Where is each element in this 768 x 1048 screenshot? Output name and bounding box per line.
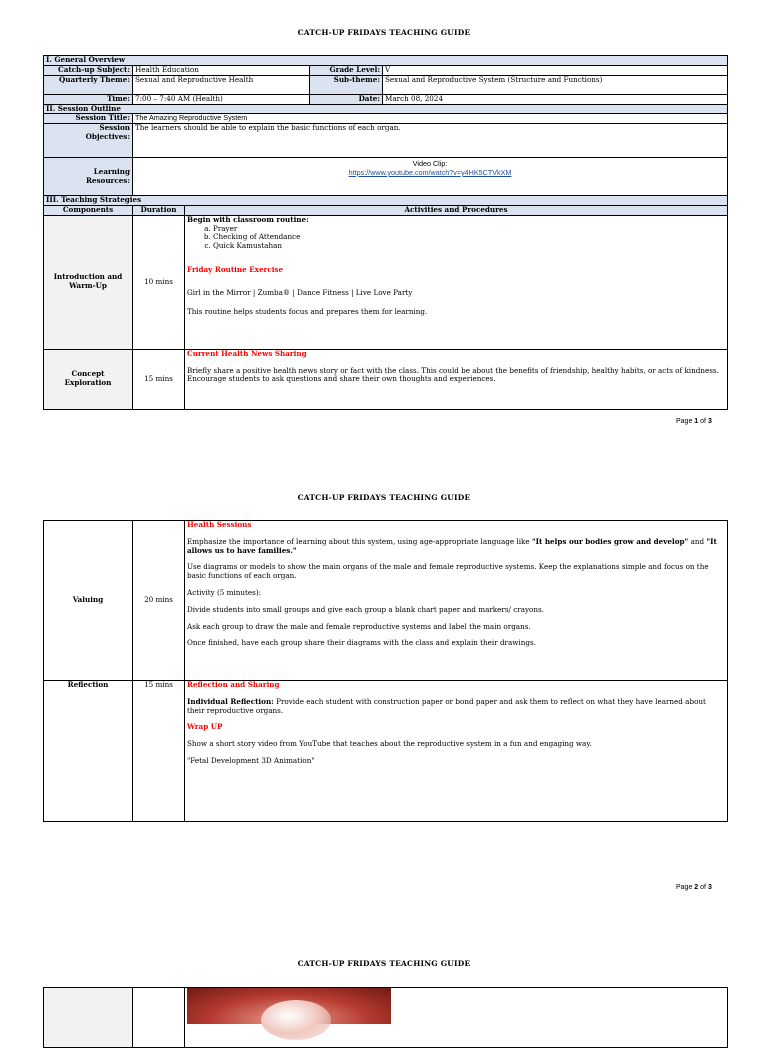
concept-component: Concept Exploration bbox=[44, 349, 133, 409]
routine-list bbox=[187, 225, 725, 251]
page2-document-title: CATCH-UP FRIDAYS TEACHING GUIDE bbox=[297, 493, 471, 502]
list-item: c. Quick Kamustahan bbox=[213, 242, 725, 251]
reflection-duration: 15 mins bbox=[133, 681, 185, 822]
date-label: Date: bbox=[310, 94, 383, 104]
valuing-paragraph-6: Once finished, have each group share their diagrams with the class and explain their drawings. bbox=[187, 638, 536, 648]
session-objectives-value: The learners should be able to explain the basic functions of each organ. bbox=[133, 124, 728, 158]
valuing-paragraph-1: Emphasize the importance of learning about this system, using age-appropriate language like "It helps our bodies grow and develop" and "It allows us to have families." bbox=[187, 536, 717, 555]
routine-heading: Begin with classroom routine: bbox=[187, 214, 309, 224]
valuing-duration: 20 mins bbox=[133, 521, 185, 681]
subtheme-value: Sexual and Reproductive System (Structure and Functions) bbox=[383, 75, 728, 94]
grade-level-label: Grade Level: bbox=[310, 65, 383, 75]
lesson-activities-table bbox=[43, 520, 728, 822]
reflection-paragraph-1: Individual Reflection: Provide each student with construction paper or bond paper and ask them to reflect on what they have learned about their reproductive organs. bbox=[187, 696, 706, 715]
exercise-song: Girl in the Mirror | Zumba® | Dance Fitness | Live Love Party bbox=[187, 287, 413, 297]
time-value: 7:00 – 7:40 AM (Health) bbox=[133, 94, 310, 104]
list-item: b. Checking of Attendance bbox=[213, 233, 725, 242]
news-sharing-encourage: Encourage students to ask questions and share their own thoughts and experiences. bbox=[187, 374, 496, 384]
lesson-overview-table bbox=[43, 55, 728, 410]
quarterly-theme-value: Sexual and Reproductive Health bbox=[133, 75, 310, 94]
health-sessions-heading: Health Sessions bbox=[187, 520, 252, 529]
reflection-heading: Reflection and Sharing bbox=[187, 680, 280, 689]
valuing-activities bbox=[185, 521, 728, 681]
reflection-component: Reflection bbox=[44, 681, 133, 822]
reflection-video-title: "Fetal Development 3D Animation" bbox=[187, 755, 315, 765]
section-teaching-strategies: III. Teaching Strategies bbox=[44, 196, 728, 206]
video-clip-heading: Video Clip: bbox=[412, 159, 448, 169]
section-session-outline: II. Session Outline bbox=[44, 104, 728, 114]
list-item: a. Prayer bbox=[213, 225, 725, 234]
concept-activities bbox=[185, 349, 728, 409]
exercise-heading: Friday Routine Exercise bbox=[187, 264, 284, 274]
page2-page-number: Page 2 of 3 bbox=[676, 884, 712, 891]
page1-document-title: CATCH-UP FRIDAYS TEACHING GUIDE bbox=[297, 28, 471, 37]
valuing-paragraph-2: Use diagrams or models to show the main organs of the male and female reproductive systems. Keep the explanations simple and focus on the basic functions of each organ. bbox=[187, 562, 709, 581]
valuing-component: Valuing bbox=[44, 521, 133, 681]
fetal-development-video-thumbnail bbox=[187, 988, 391, 1024]
thumbnail-embryo-shape bbox=[261, 1000, 331, 1040]
intro-component: Introduction and Warm-Up bbox=[44, 215, 133, 349]
col-components-header: Components bbox=[44, 205, 133, 215]
grade-level-value: V bbox=[383, 65, 728, 75]
exercise-note: This routine helps students focus and prepares them for learning. bbox=[187, 306, 428, 316]
valuing-activity-label: Activity (5 minutes): bbox=[187, 587, 262, 597]
concept-duration: 15 mins bbox=[133, 349, 185, 409]
col-duration-header: Duration bbox=[133, 205, 185, 215]
session-title-label: Session Title: bbox=[44, 114, 133, 124]
subtheme-label: Sub-theme: bbox=[310, 75, 383, 94]
quarterly-theme-label: Quarterly Theme: bbox=[44, 75, 133, 94]
news-sharing-text: Briefly share a positive health news story or fact with the class. This could be about the benefits of friendship, healthy habits, or acts of kindness. bbox=[187, 365, 719, 375]
catchup-subject-value: Health Education bbox=[133, 65, 310, 75]
video-clip-link[interactable]: https://www.youtube.com/watch?v=y4HK5CTVkXM bbox=[348, 167, 512, 177]
reflection-paragraph-2: Show a short story video from YouTube that teaches about the reproductive system in a fun and engaging way. bbox=[187, 739, 592, 749]
session-title-value: The Amazing Reproductive System bbox=[133, 114, 728, 124]
page3-duration-cell bbox=[133, 988, 185, 1048]
page3-component-cell bbox=[44, 988, 133, 1048]
reflection-activities bbox=[185, 681, 728, 822]
col-activities-header: Activities and Procedures bbox=[185, 205, 728, 215]
valuing-paragraph-4: Divide students into small groups and give each group a blank chart paper and markers/ crayons. bbox=[187, 604, 544, 614]
date-value: March 08, 2024 bbox=[383, 94, 728, 104]
intro-activities bbox=[185, 215, 728, 349]
catchup-subject-label: Catch-up Subject: bbox=[44, 65, 133, 75]
time-label: Time: bbox=[44, 94, 133, 104]
news-sharing-heading: Current Health News Sharing bbox=[187, 348, 307, 358]
learning-resources-label: Learning Resources: bbox=[44, 158, 133, 196]
section-general-overview: I. General Overview bbox=[44, 56, 728, 66]
learning-resources-value bbox=[133, 158, 728, 196]
intro-duration: 10 mins bbox=[133, 215, 185, 349]
wrap-up-heading: Wrap UP bbox=[187, 722, 223, 732]
page1-page-number: Page 1 of 3 bbox=[676, 418, 712, 425]
page3-document-title: CATCH-UP FRIDAYS TEACHING GUIDE bbox=[297, 959, 471, 968]
valuing-paragraph-5: Ask each group to draw the male and female reproductive systems and label the main organs. bbox=[187, 621, 531, 631]
session-objectives-label: Session Objectives: bbox=[44, 124, 133, 158]
